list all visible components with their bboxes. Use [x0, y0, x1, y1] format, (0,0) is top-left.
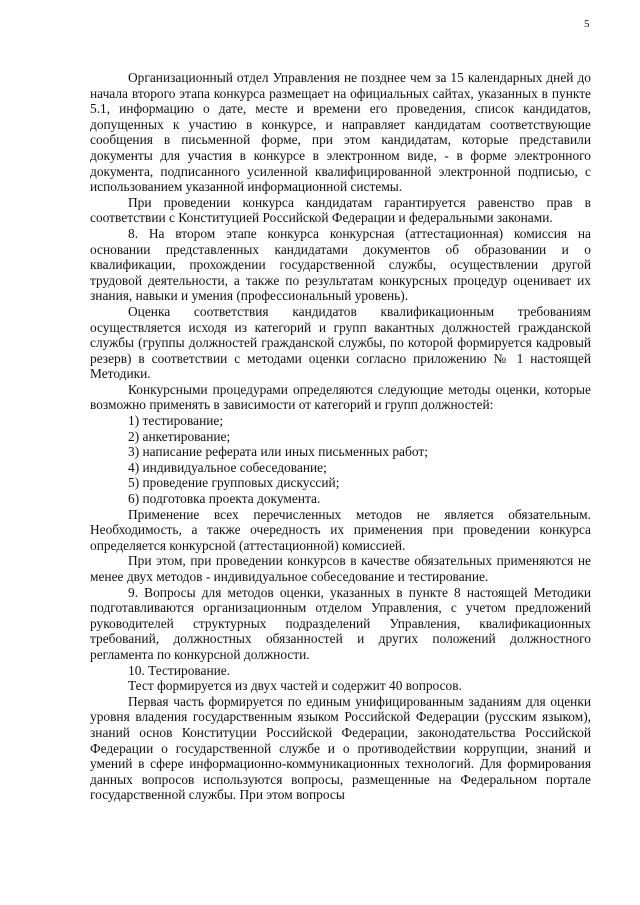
paragraph: Тест формируется из двух частей и содержит 40 вопросов.: [128, 678, 462, 694]
section-heading: 10. Тестирование.: [128, 662, 231, 678]
paragraph: Конкурсными процедурами определяются следующие методы оценки, которые возможно применять в зависимости от категорий и групп должностей:: [90, 381, 591, 413]
paragraph: 9. Вопросы для методов оценки, указанных в пункте 8 настоящей Методики подготавливаются организационным отделом Управления, с учетом предложений руководителей структурных подразделений Управления, квалификационных требований, должностных обязанностей и других положений должностного регламента по конкурсной должности.: [90, 584, 591, 662]
list-item: 4) индивидуальное собеседование;: [128, 459, 327, 475]
paragraph: При проведении конкурса кандидатам гарантируется равенство прав в соответствии с Конституцией Российской Федерации и федеральными законами.: [90, 194, 591, 226]
paragraph: 8. На втором этапе конкурса конкурсная (аттестационная) комиссия на основании представленных кандидатами документов об образовании и о квалификации, прохождении государственной службы, осуществлении другой трудовой деятельности, а также по результатам конкурсных процедур оценивает их знания, навыки и умения (профессиональный уровень).: [90, 225, 591, 304]
list-item: 3) написание реферата или иных письменных работ;: [128, 444, 428, 460]
list-item: 1) тестирование;: [128, 413, 224, 429]
list-item: 5) проведение групповых дискуссий;: [128, 475, 340, 491]
page-number: 5: [584, 18, 590, 30]
list-item: 6) подготовка проекта документа.: [128, 491, 321, 507]
paragraph: Оценка соответствия кандидатов квалификационным требованиям осуществляется исходя из категорий и групп вакантных должностей гражданской службы (группы должностей гражданской службы, по которой формируется кадровый резерв) в соответствии с методами оценки согласно приложению № 1 настоящей Методики.: [90, 303, 591, 382]
paragraph: При этом, при проведении конкурсов в качестве обязательных применяются не менее двух методов - индивидуальное собеседование и тестирование.: [90, 553, 591, 584]
list-item: 2) анкетирование;: [128, 428, 231, 444]
paragraph: Первая часть формируется по единым унифицированным заданиям для оценки уровня владения государственным языком Российской Федерации (русским языком), знаний основ Конституции Российской Федерации, законодательства Российской Федерации о государственной службе и о противодействии коррупции, знаний и умений в сфере информационно-коммуникационных технологий. Для формирования данных вопросов используются вопросы, размещенные на Федеральном портале государственной службы. При этом вопросы: [90, 693, 591, 803]
paragraph: Организационный отдел Управления не позднее чем за 15 календарных дней до начала второго этапа конкурса размещает на официальных сайтах, указанных в пункте 5.1, информацию о дате, месте и времени его проведения, список кандидатов, допущенных к участию в конкурсе, и направляет кандидатам соответствующие сообщения в письменной форме, при этом кандидатам, которые представили документы для участия в конкурсе в электронном виде, - в форме электронного документа, подписанного усиленной квалифицированной электронной подписью, с использованием указанной информационной системы.: [90, 70, 591, 195]
paragraph: Применение всех перечисленных методов не является обязательным. Необходимость, а также очередность их применения при проведении конкурса определяется конкурсной (аттестационной) комиссией.: [90, 506, 591, 553]
document-body: [90, 70, 591, 803]
